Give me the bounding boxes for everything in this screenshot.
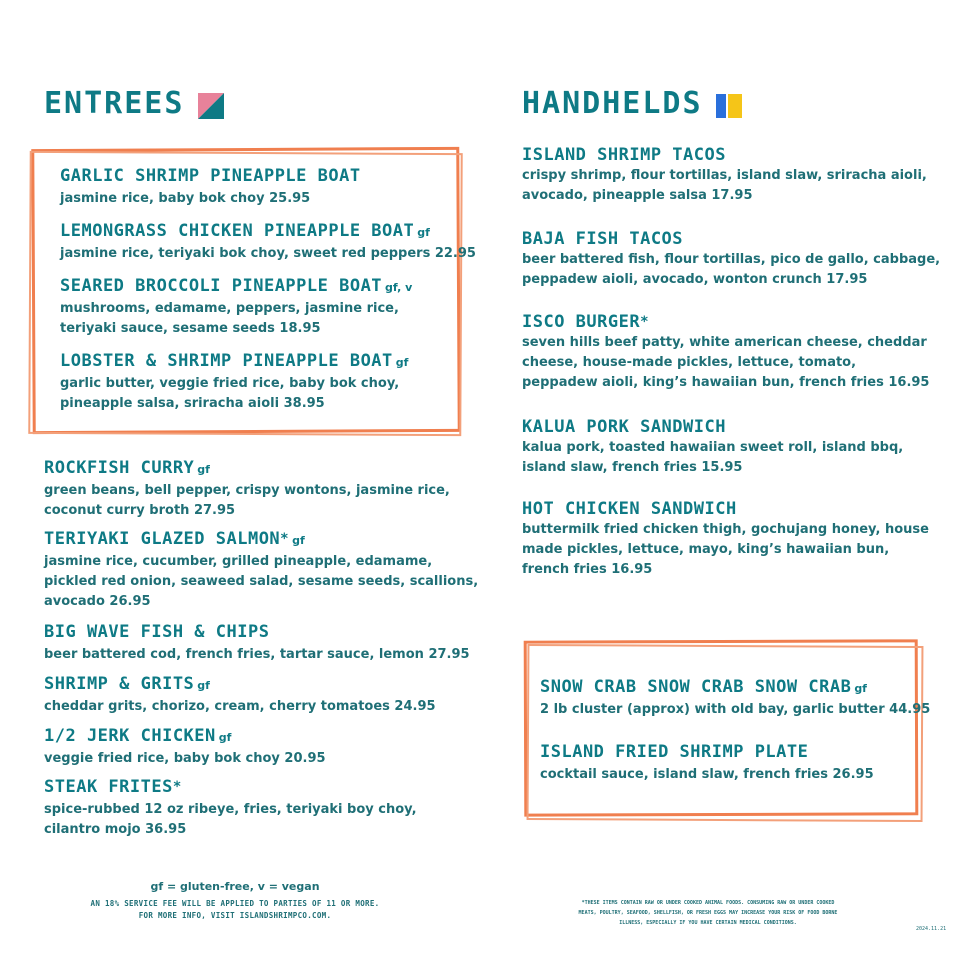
item-name: ISLAND SHRIMP TACOS: [522, 145, 726, 165]
diet-tag: gf: [292, 534, 305, 547]
entree-item: [44, 528, 478, 612]
item-name: HOT CHICKEN SANDWICH: [522, 499, 737, 519]
item-description: veggie fried rice, baby bok choy 20.95: [44, 751, 326, 766]
item-description: seven hills beef patty, white american cheese, cheddar cheese, house-made pickles, lettuce, tomato, peppadew aioli, king’s hawaiian bun, french fries 16.95: [522, 335, 930, 390]
item-name: TERIYAKI GLAZED SALMON: [44, 529, 281, 549]
featured-handheld-item: [540, 741, 874, 785]
more-info-note: FOR MORE INFO, VISIT ISLANDSHRIMPCO.COM.: [138, 911, 332, 920]
diet-tag: gf: [417, 226, 430, 239]
raw-food-disclaimer-line: *THESE ITEMS CONTAIN RAW OR UNDER COOKED ANIMAL FOODS. CONSUMING RAW OR UNDER COOKED: [581, 900, 835, 906]
handheld-item: [522, 498, 929, 580]
item-name: STEAK FRITES: [44, 777, 173, 797]
item-name: BIG WAVE FISH & CHIPS: [44, 622, 270, 642]
item-description: jasmine rice, cucumber, grilled pineapple, edamame, pickled red onion, seaweed salad, sesame seeds, scallions, avocado 26.95: [44, 554, 479, 609]
featured-entree-item: [60, 220, 476, 264]
entree-item: [44, 673, 436, 717]
item-description: garlic butter, veggie fried rice, baby bok choy, pineapple salsa, sriracha aioli 38.95: [60, 376, 400, 411]
entree-item: [44, 457, 450, 521]
raw-warning-star: *: [172, 779, 182, 795]
featured-entree-item: [60, 165, 364, 209]
entree-item: [44, 776, 417, 840]
diet-tag: gf: [854, 682, 867, 695]
featured-handheld-item: [540, 676, 930, 720]
handheld-item: [522, 228, 940, 290]
service-fee-note: AN 18% SERVICE FEE WILL BE APPLIED TO PARTIES OF 11 OR MORE.: [90, 899, 380, 908]
item-name: SHRIMP & GRITS: [44, 674, 195, 694]
item-description: cheddar grits, chorizo, cream, cherry tomatoes 24.95: [44, 699, 436, 714]
item-name: ISLAND FRIED SHRIMP PLATE: [540, 742, 809, 762]
diet-tag: gf: [395, 356, 409, 369]
raw-food-disclaimer-line: ILLNESS, ESPECIALLY IF YOU HAVE CERTAIN MEDICAL CONDITIONS.: [619, 920, 797, 926]
item-name: LEMONGRASS CHICKEN PINEAPPLE BOAT: [60, 221, 415, 241]
item-name: KALUA PORK SANDWICH: [522, 417, 726, 437]
version-stamp: 2024.11.21: [916, 926, 947, 932]
handhelds-featured-frame-shadow: [527, 644, 924, 822]
item-name: ROCKFISH CURRY: [44, 458, 195, 478]
item-name: LOBSTER & SHRIMP PINEAPPLE BOAT: [60, 351, 393, 371]
item-name: ISCO BURGER: [522, 312, 641, 332]
diet-tag: gf: [197, 463, 210, 476]
item-name: SEARED BROCCOLI PINEAPPLE BOAT: [60, 276, 383, 296]
item-description: 2 lb cluster (approx) with old bay, garlic butter 44.95: [540, 702, 931, 717]
item-description: spice-rubbed 12 oz ribeye, fries, teriyaki boy choy, cilantro mojo 36.95: [44, 802, 417, 837]
item-name: SNOW CRAB SNOW CRAB SNOW CRAB: [540, 677, 852, 697]
raw-warning-star: *: [640, 314, 650, 330]
item-description: jasmine rice, baby bok choy 25.95: [60, 191, 311, 206]
handheld-item: [522, 144, 927, 206]
item-description: crispy shrimp, flour tortillas, island slaw, sriracha aioli, avocado, pineapple salsa 17.95: [522, 168, 927, 203]
item-description: cocktail sauce, island slaw, french fries 26.95: [540, 767, 874, 782]
diet-legend: gf = gluten-free, v = vegan: [150, 880, 320, 893]
diet-tag: gf, v: [385, 281, 413, 294]
handhelds-header: [522, 86, 742, 121]
item-description: beer battered cod, french fries, tartar sauce, lemon 27.95: [44, 647, 470, 662]
footer-right: [548, 898, 868, 928]
entree-item: [44, 621, 470, 665]
item-description: kalua pork, toasted hawaiian sweet roll, island bbq, island slaw, french fries 15.95: [522, 440, 904, 475]
diet-tag: gf: [218, 731, 232, 744]
diet-tag: gf: [197, 679, 210, 692]
handheld-item: [522, 311, 929, 393]
entrees-title: ENTREES: [44, 86, 185, 121]
pink-teal-diagonal-square-icon: [198, 93, 224, 119]
item-description: green beans, bell pepper, crispy wontons, jasmine rice, coconut curry broth 27.95: [44, 483, 450, 518]
raw-food-disclaimer-line: MEATS, POULTRY, SEAFOOD, SHELLFISH, OR FRESH EGGS MAY INCREASE YOUR RISK OF FOOD BORNE: [578, 910, 838, 916]
featured-entree-item: [60, 350, 408, 414]
handhelds-title: HANDHELDS: [522, 86, 703, 121]
item-description: buttermilk fried chicken thigh, gochujang honey, house made pickles, lettuce, mayo, king’s hawaiian bun, french fries 16.95: [522, 522, 929, 577]
footer-left: [80, 880, 390, 922]
entree-item: [44, 725, 326, 769]
handheld-item: [522, 416, 903, 478]
item-description: jasmine rice, teriyaki bok choy, sweet red peppers 22.95: [60, 246, 476, 261]
entrees-header: [44, 86, 224, 121]
item-name: 1/2 JERK CHICKEN: [44, 726, 216, 746]
raw-warning-star: *: [280, 531, 290, 547]
featured-entree-item: [60, 275, 412, 339]
item-name: BAJA FISH TACOS: [522, 229, 684, 249]
item-description: mushrooms, edamame, peppers, jasmine rice, teriyaki sauce, sesame seeds 18.95: [60, 301, 399, 336]
item-description: beer battered fish, flour tortillas, pico de gallo, cabbage, peppadew aioli, avocado, wonton crunch 17.95: [522, 252, 941, 287]
blue-yellow-split-square-icon: [716, 94, 742, 118]
item-name: GARLIC SHRIMP PINEAPPLE BOAT: [60, 166, 361, 186]
